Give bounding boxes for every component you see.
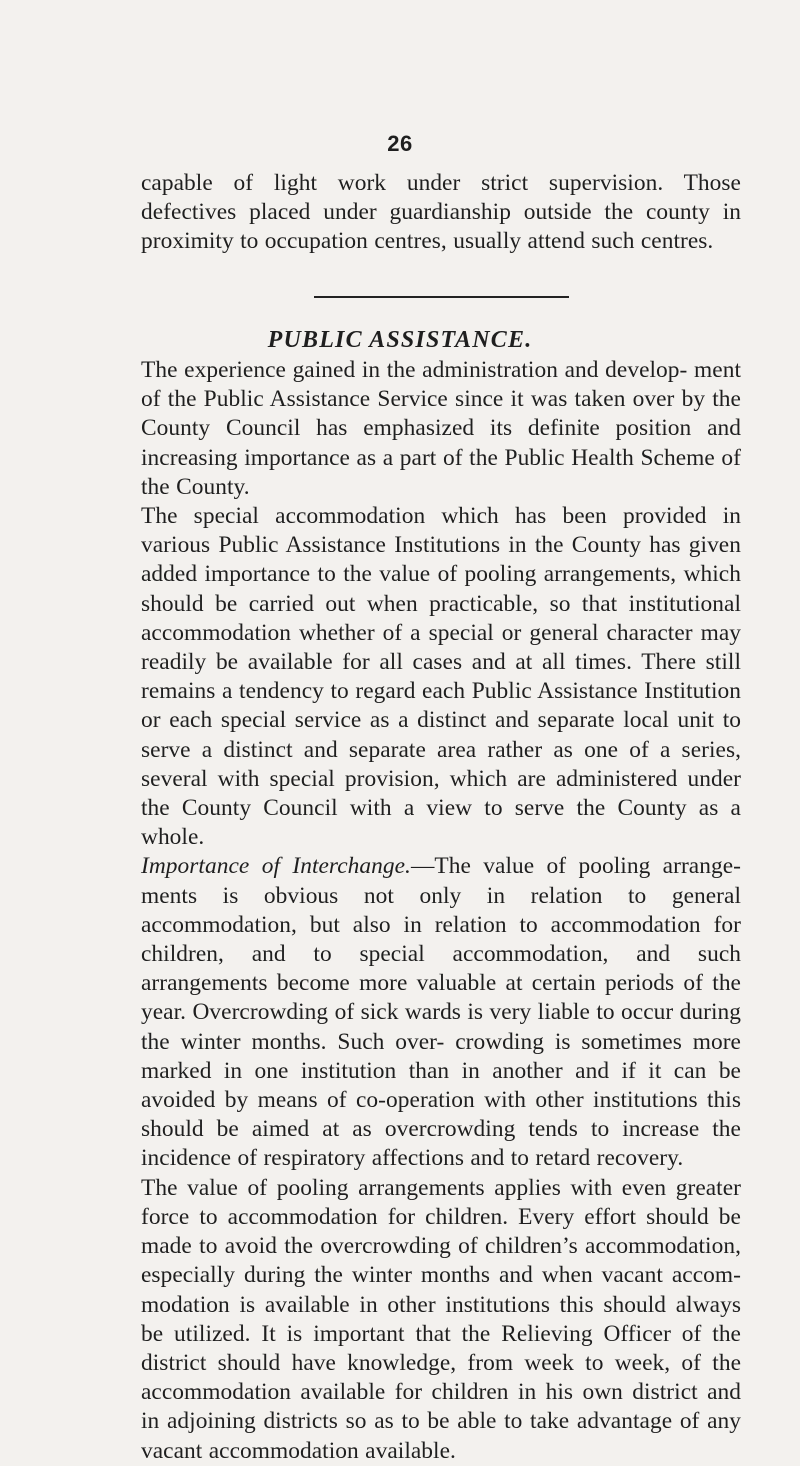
- page-number: 26: [387, 131, 413, 156]
- section-title: PUBLIC ASSISTANCE.: [267, 327, 533, 353]
- intro-paragraph: capable of light work under strict supervision. Those defectives placed under guardianship outside the county in proximity to occupation centres, usually attend such centres.: [141, 170, 741, 255]
- section-body: [141, 356, 741, 1466]
- paragraph-closing: The value of pooling arrangements applies with even greater force to accommodation for children. Every effort should be made to avoid the overcrowding of children’s accommodation, especially during the winter months and when vacant accom- modation is available in other institutions this should always be utilized. It is important that the Relieving Officer of the district should have knowledge, from week to week, of the accommodation available for children in his own district and in adjoining districts so as to be able to take advantage of any vacant accommodation available.: [141, 1174, 741, 1464]
- section-divider: [314, 296, 569, 298]
- intro-paragraph-block: [141, 169, 741, 257]
- paragraph-experience: The experience gained in the administration and develop- ment of the Public Assistance Service since it was taken over by the County Council has emphasized its definite position and increasing importance as a part of the Public Health Scheme of the County.: [141, 357, 741, 500]
- interchange-text: —The value of pooling arrange- ments is obvious not only in relation to general accommodation, but also in relation to accommodation for children, and to special accommodation, and such arrangements become more valuable at certain periods of the year. Overcrowding of sick wards is very liable to occur during the winter months. Such over- crowding is sometimes more marked in one institution than in another and if it can be avoided by means of co-operation with other institutions this should be aimed at as overcrowding tends to increase the incidence of respiratory affections and to retard recovery.: [141, 853, 741, 1172]
- paragraph-interchange: [141, 852, 741, 1173]
- interchange-heading: Importance of Interchange.: [141, 853, 411, 880]
- paragraph-special-accommodation: The special accommodation which has been provided in various Public Assistance Institutions in the County has given added importance to the value of pooling arrangements, which should be carried out when practicable, so that institutional accommodation whether of a special or general character may readily be available for all cases and at all times. There still remains a tendency to regard each Public Assistance Institution or each special service as a distinct and separate local unit to serve a distinct and separate area rather as one of a series, several with special provision, which are administered under the County Council with a view to serve the County as a whole.: [141, 503, 741, 851]
